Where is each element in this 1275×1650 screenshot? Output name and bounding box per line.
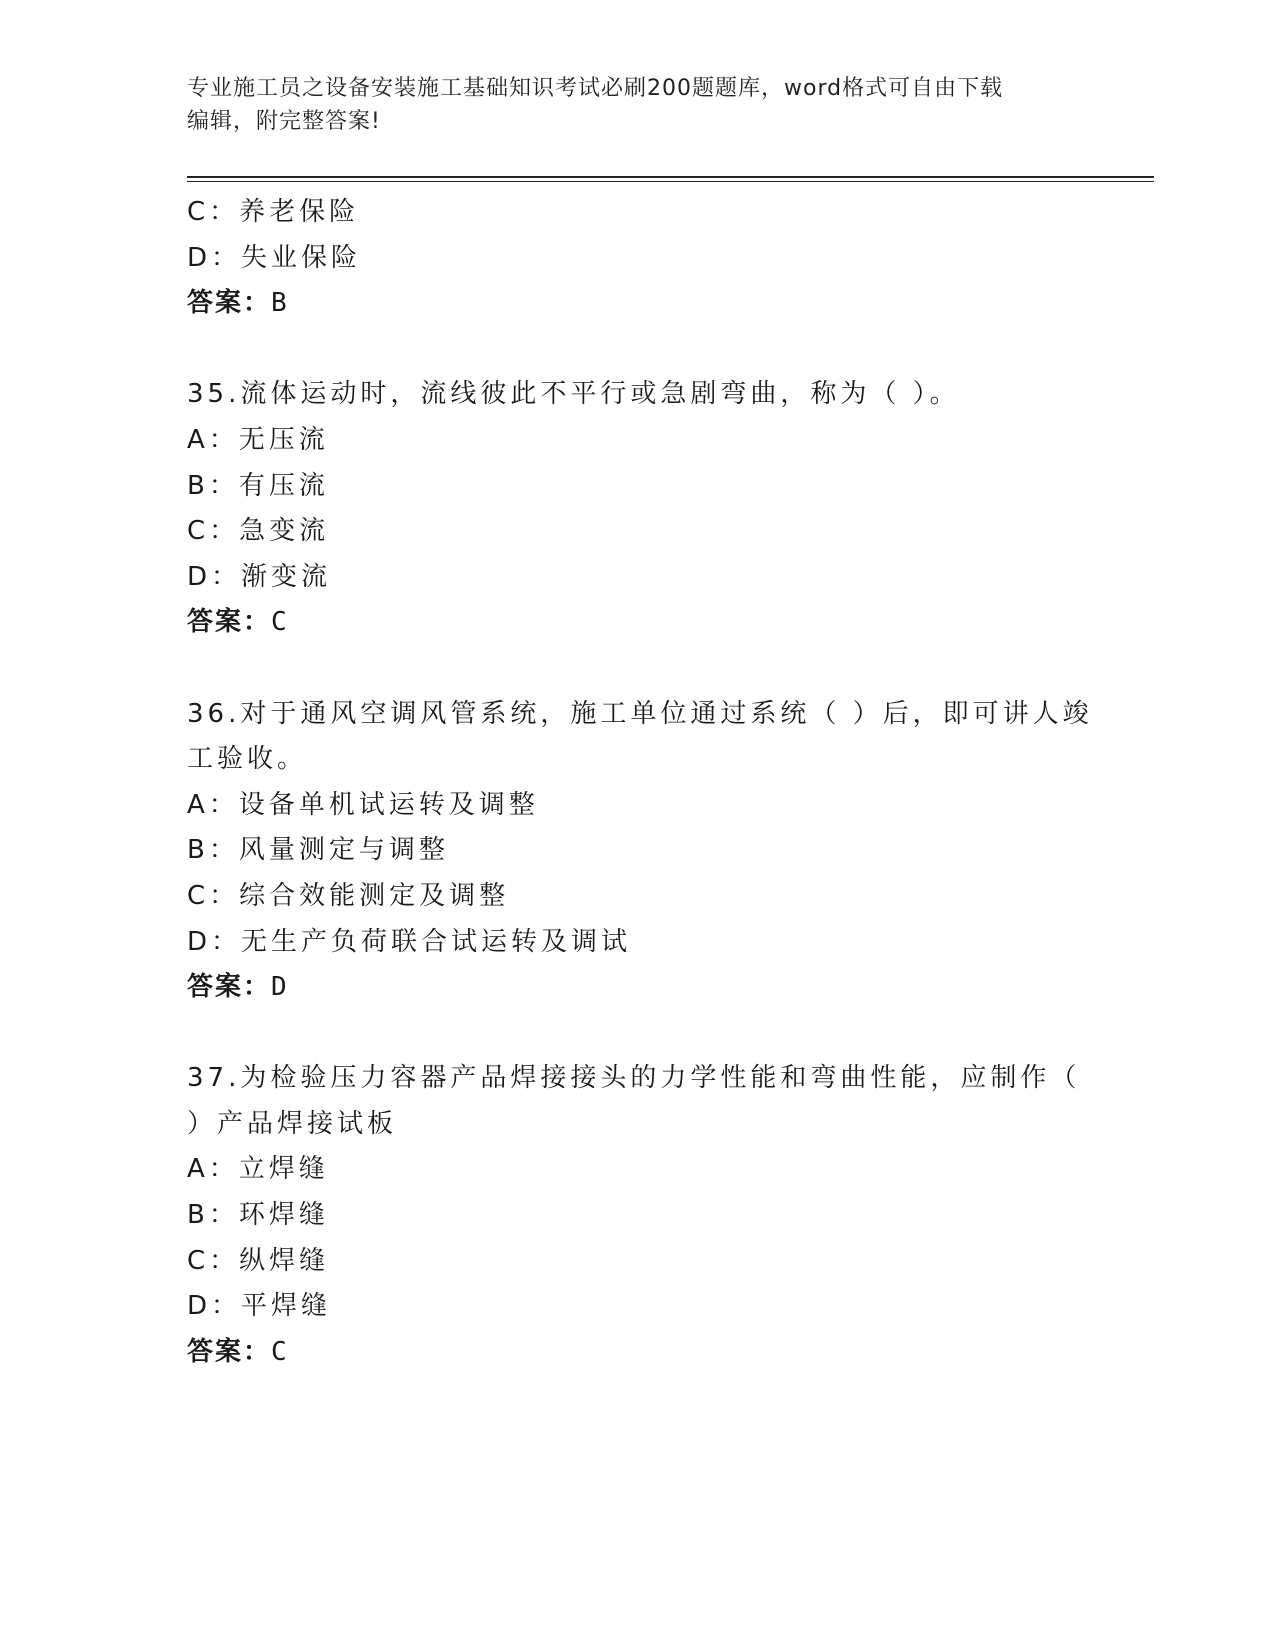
question-stem: 35.流体运动时，流线彼此不平行或急剧弯曲，称为（ ）。: [187, 379, 960, 410]
spacer: [187, 1011, 1067, 1057]
option-d: D：失业保险: [187, 242, 362, 273]
option-d: D：无生产负荷联合试运转及调试: [187, 926, 632, 957]
header-line-2: 编辑，附完整答案!: [187, 109, 381, 134]
option-d: D：平焊缝: [187, 1291, 332, 1322]
answer-line: [187, 600, 1067, 646]
answer-label: 答案：: [187, 1336, 272, 1367]
header-divider-thin: [187, 181, 1154, 182]
question-block-36: [187, 692, 1093, 1011]
answer-value: C: [271, 607, 287, 638]
question-stem-line-2: 工验收。: [187, 744, 308, 775]
option-c: C：急变流: [187, 516, 330, 547]
answer-line: [187, 965, 1067, 1011]
answer-label: 答案：: [187, 972, 272, 1003]
answer-label: 答案：: [187, 288, 272, 319]
option-a: A：无压流: [187, 424, 329, 455]
answer-line: [187, 1330, 1067, 1376]
answer-value: D: [271, 972, 287, 1003]
option-b: B：有压流: [187, 470, 329, 501]
option-a: A：设备单机试运转及调整: [187, 789, 539, 820]
option-b: B：环焊缝: [187, 1200, 329, 1231]
question-stem-line-1: 36.对于通风空调风管系统，施工单位通过系统（ ）后，即可讲人竣: [187, 698, 1093, 729]
answer-label: 答案：: [187, 607, 272, 638]
question-block-34: [187, 190, 1067, 327]
option-b: B：风量测定与调整: [187, 835, 449, 866]
option-a: A：立焊缝: [187, 1154, 329, 1185]
document-header: [187, 72, 1067, 138]
option-d: D：渐变流: [187, 561, 332, 592]
spacer: [187, 646, 1067, 692]
option-c: C：综合效能测定及调整: [187, 880, 510, 911]
question-stem-line-1: 37.为检验压力容器产品焊接接头的力学性能和弯曲性能，应制作（: [187, 1063, 1081, 1094]
answer-line: [187, 281, 1067, 327]
answer-value: B: [271, 288, 287, 319]
spacer: [187, 327, 1067, 373]
option-c: C：纵焊缝: [187, 1245, 330, 1276]
question-stem-line-2: ）产品焊接试板: [187, 1108, 398, 1139]
answer-value: C: [271, 1336, 287, 1367]
question-block-37: [187, 1056, 1081, 1375]
question-block-35: [187, 372, 1067, 646]
question-list: [187, 190, 1093, 1375]
option-c: C：养老保险: [187, 197, 360, 227]
header-line-1: 专业施工员之设备安装施工基础知识考试必刷200题题库，word格式可自由下载: [187, 76, 1004, 101]
header-divider-thick: [187, 176, 1154, 178]
